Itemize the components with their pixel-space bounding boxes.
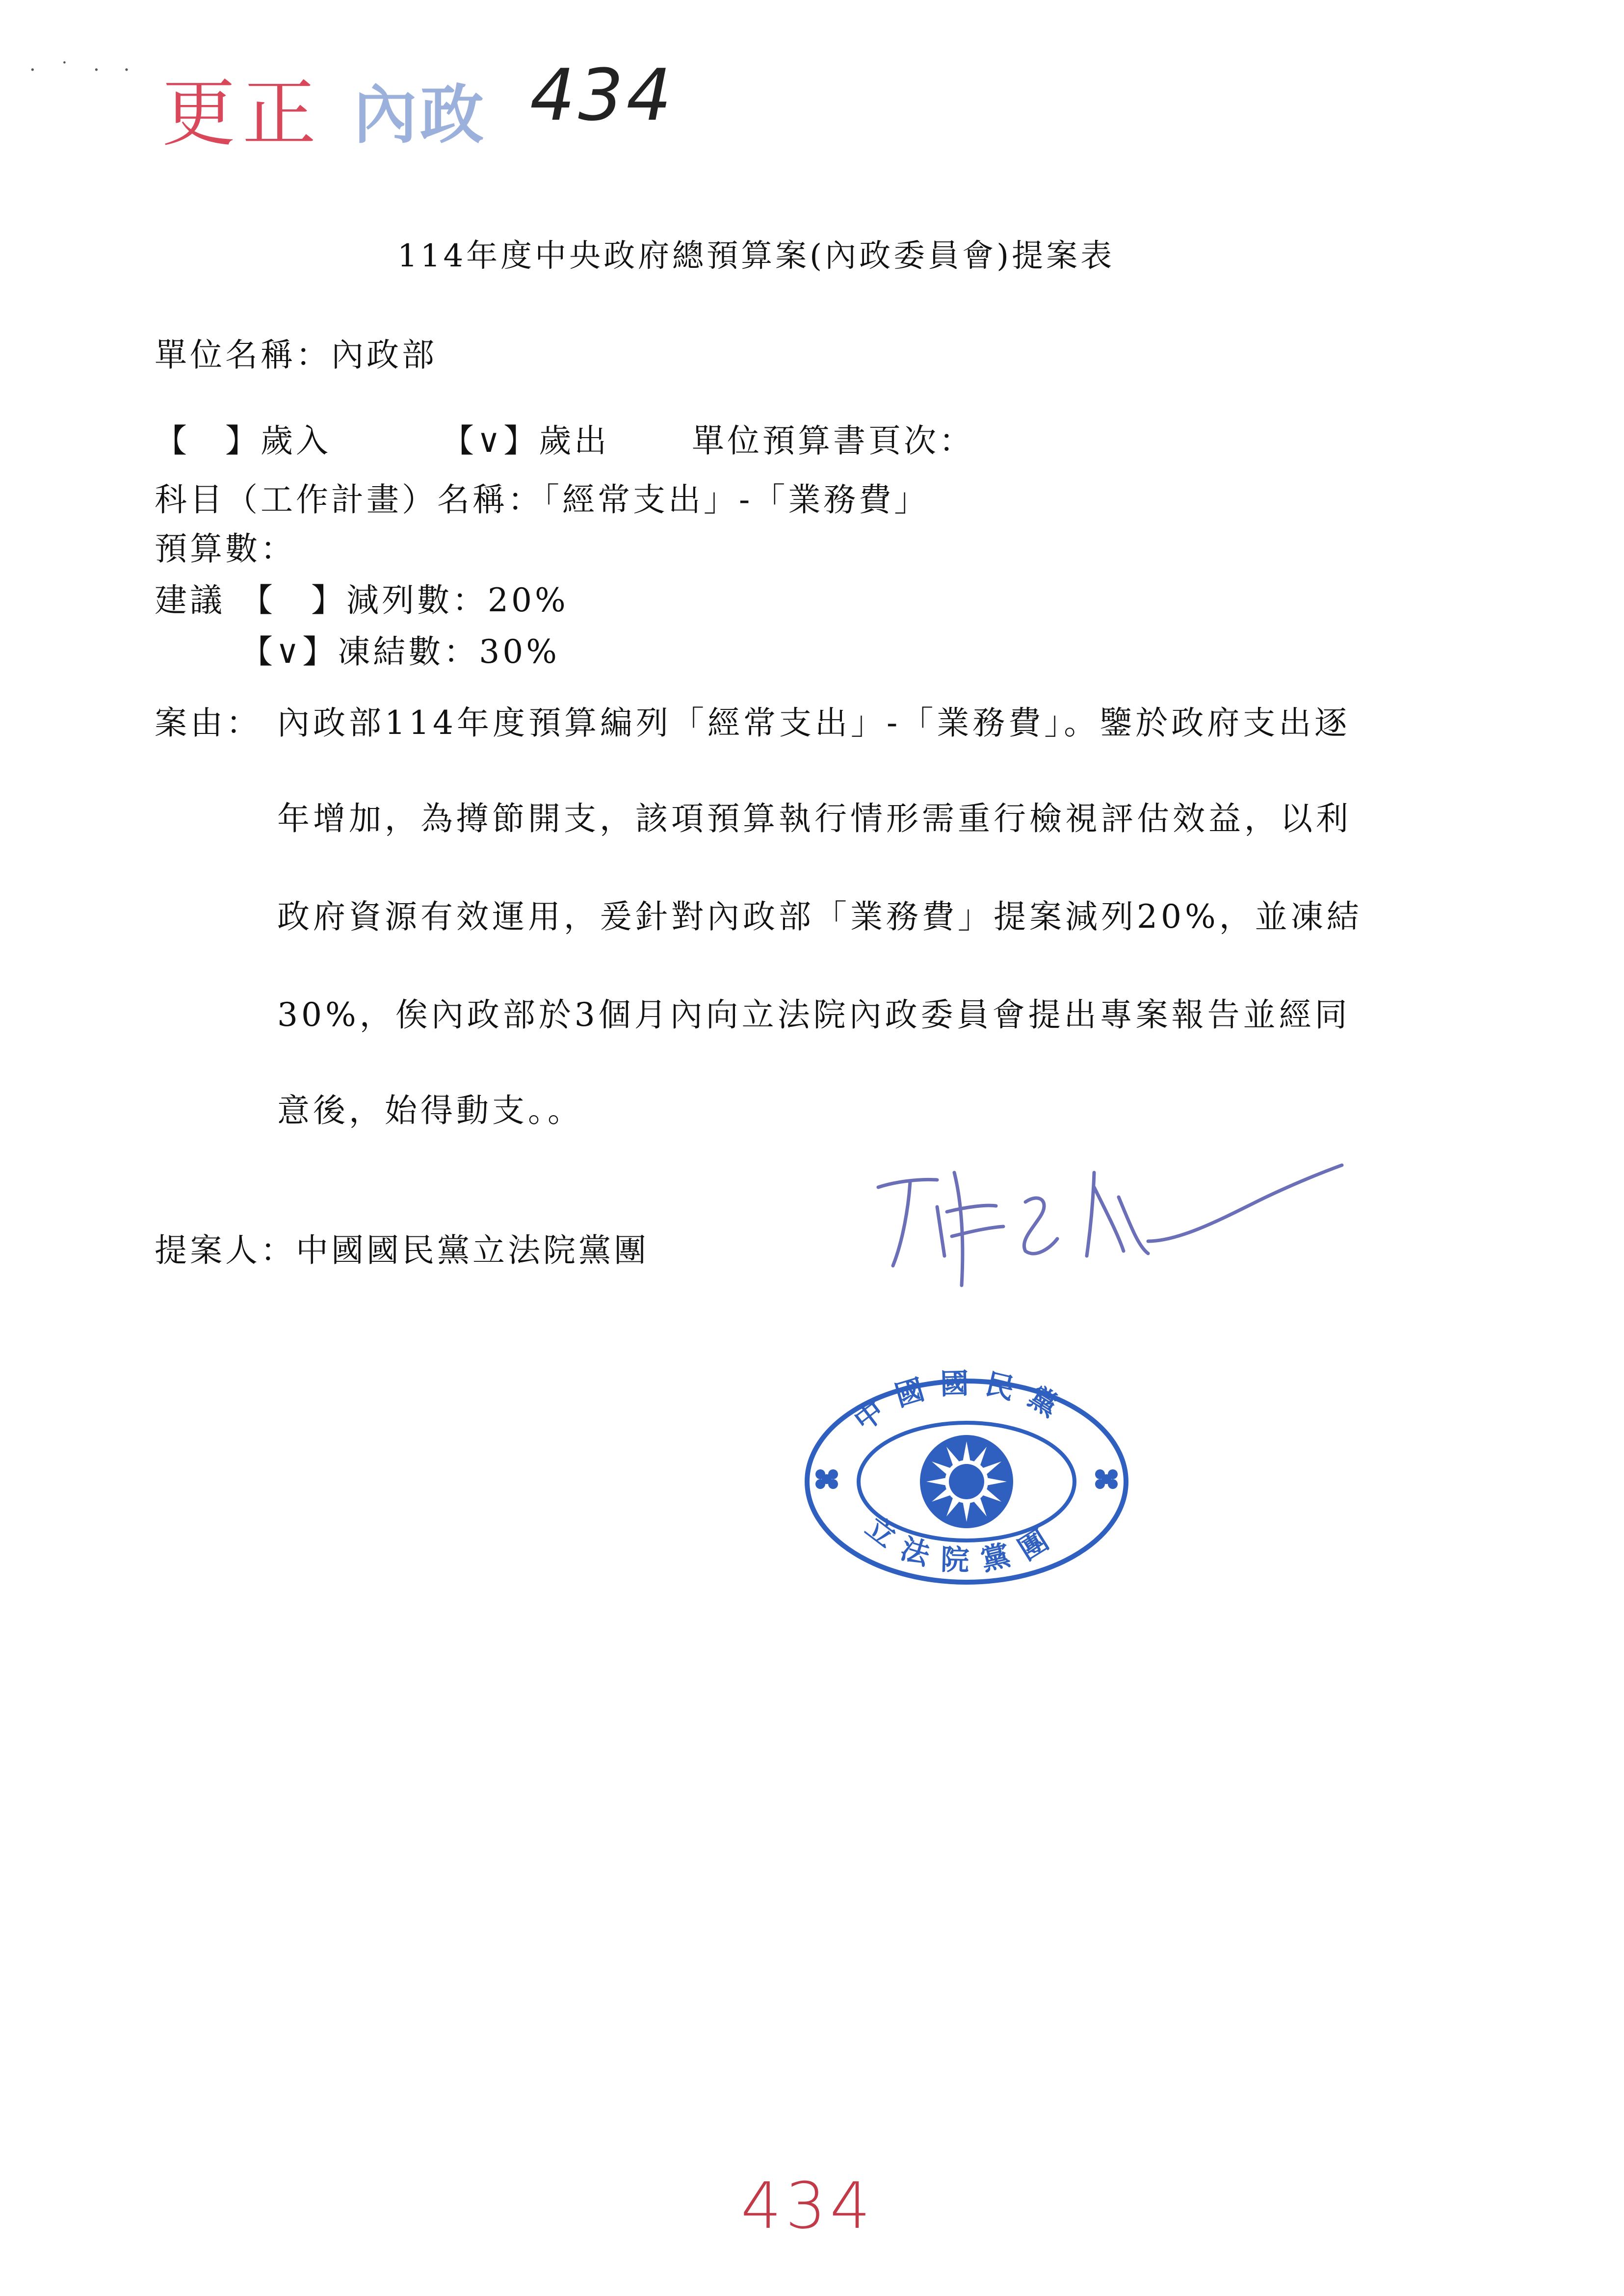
reason-line-1: 內政部114年度預算編列「經常支出」-「業務費」。鑒於政府支出逐	[277, 704, 1351, 742]
document-title: 114年度中央政府總預算案(內政委員會)提案表	[397, 238, 1115, 274]
unit-label: 單位名稱：	[155, 336, 331, 374]
handwritten-correction: 更正	[162, 71, 323, 157]
unit-line	[155, 329, 437, 375]
cut-amount: 【 】減列數：20%	[240, 581, 569, 619]
plum-blossom-icon	[815, 1469, 838, 1489]
subject-line	[155, 473, 929, 520]
revenue-checkbox: 【 】歲入	[155, 422, 331, 460]
subject-value: 「經常支出」-「業務費」	[543, 481, 930, 519]
sun-emblem-icon	[920, 1435, 1013, 1528]
signature	[864, 1143, 1354, 1300]
plum-blossom-icon	[1095, 1469, 1118, 1489]
reason-label: 案由：	[155, 704, 262, 742]
freeze-amount: 【∨】凍結數：30%	[240, 633, 560, 671]
seal-bottom-text: 立法院黨團	[859, 1510, 1067, 1577]
suggestion-label: 建議	[155, 581, 225, 619]
reason-line-4: 30%，俟內政部於3個月內向立法院內政委員會提出專案報告並經同	[277, 996, 1351, 1034]
reason-line-2: 年增加，為撙節開支，該項預算執行情形需重行檢視評估效益，以利	[277, 800, 1352, 837]
reason-line-5: 意後，始得動支。。	[277, 1092, 583, 1129]
page-number: 434	[741, 2168, 875, 2243]
reason-line-3: 政府資源有效運用，爰針對內政部「業務費」提案減列20%，並凍結	[277, 898, 1362, 936]
ink-dots: · ˙ · ·	[29, 59, 139, 81]
stamp-category: 內政	[353, 78, 487, 152]
page-reference-label: 單位預算書頁次：	[692, 422, 974, 460]
party-seal	[795, 1354, 1138, 1609]
seal-top-text: 中國國民黨	[847, 1366, 1077, 1438]
expenditure-checkbox: 【∨】歲出	[442, 422, 610, 460]
proposer-line	[155, 1224, 649, 1271]
proposer-value: 中國國民黨立法院黨團	[296, 1231, 649, 1269]
handwritten-number: 434	[530, 54, 675, 137]
budget-label: 預算數：	[155, 530, 296, 568]
proposer-label: 提案人：	[155, 1231, 296, 1269]
subject-label: 科目（工作計畫）名稱：	[155, 481, 543, 519]
unit-value: 內政部	[331, 336, 437, 374]
